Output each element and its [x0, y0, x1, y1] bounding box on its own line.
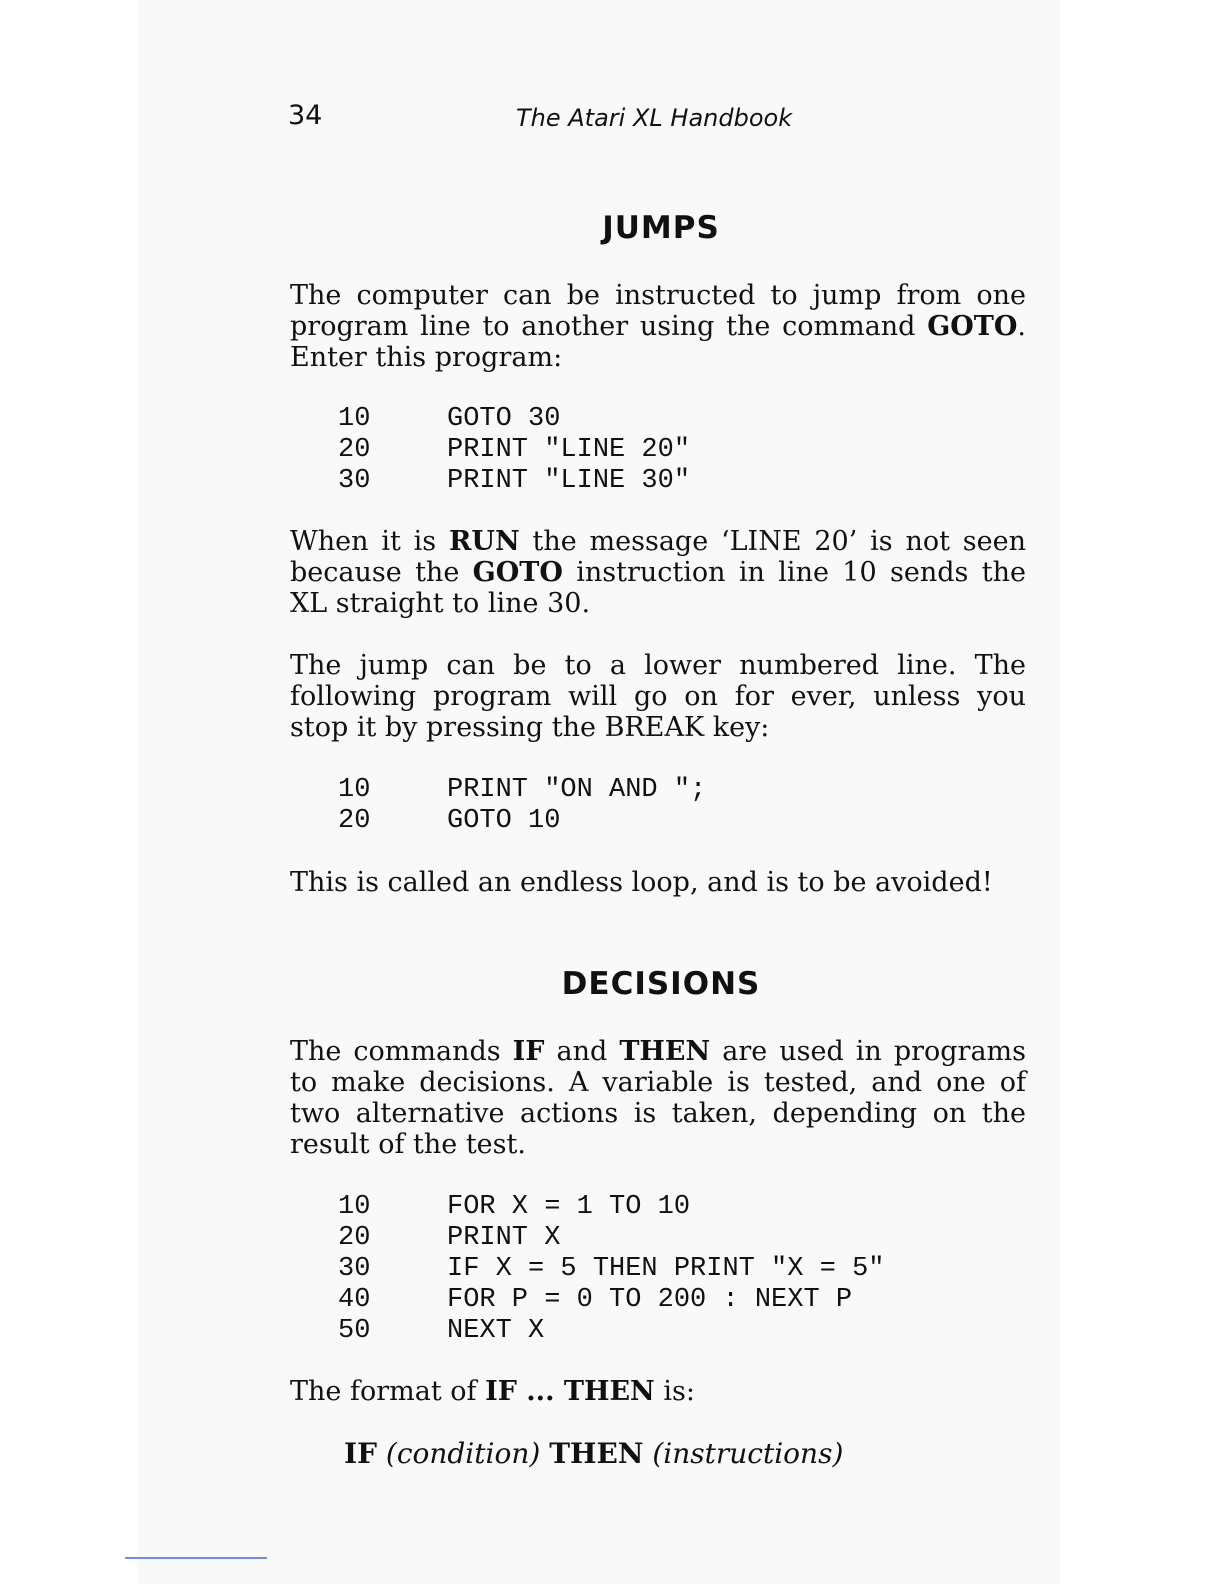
code-line: 30 PRINT "LINE 30" — [338, 466, 691, 496]
page-number: 34 — [288, 100, 323, 131]
jumps-explanation-paragraph: When it is RUN the message ‘LINE 20’ is not seen because the GOTO instruction in line 10 sends the XL straight to line 30. — [290, 526, 1026, 619]
scan-edge-mark — [125, 1557, 267, 1559]
heading-decisions: DECISIONS — [561, 966, 761, 1002]
code-listing-if-then — [338, 1192, 884, 1347]
code-line: 20 GOTO 10 — [338, 806, 561, 836]
code-line: 10 FOR X = 1 TO 10 — [338, 1192, 691, 1222]
running-title: The Atari XL Handbook — [516, 104, 793, 132]
code-line: 10 PRINT "ON AND "; — [338, 775, 707, 805]
format-intro-paragraph: The format of IF ... THEN is: — [290, 1376, 695, 1407]
decisions-intro-paragraph: The commands IF and THEN are used in programs to make decisions. A variable is tested, and one of two alternative actions is taken, depending on the result of the test. — [290, 1036, 1027, 1160]
code-line: 30 IF X = 5 THEN PRINT "X = 5" — [338, 1254, 885, 1284]
endless-loop-paragraph: This is called an endless loop, and is to be avoided! — [290, 867, 993, 898]
code-listing-endless-loop — [338, 775, 706, 837]
code-line: 20 PRINT "LINE 20" — [338, 435, 691, 465]
code-line: 20 PRINT X — [338, 1223, 561, 1253]
code-line: 10 GOTO 30 — [338, 404, 561, 434]
jumps-lower-line-paragraph: The jump can be to a lower numbered line. The following program will go on for ever, unless you stop it by pressing the BREAK key: — [290, 650, 1026, 743]
if-then-format: IF (condition) THEN (instructions) — [344, 1437, 844, 1470]
code-listing-goto — [338, 404, 690, 497]
code-line: 50 NEXT X — [338, 1316, 545, 1346]
code-line: 40 FOR P = 0 TO 200 : NEXT P — [338, 1285, 853, 1315]
jumps-intro-paragraph: The computer can be instructed to jump from one program line to another using the command GOTO. Enter this program: — [290, 280, 1026, 373]
heading-jumps: JUMPS — [602, 210, 720, 246]
